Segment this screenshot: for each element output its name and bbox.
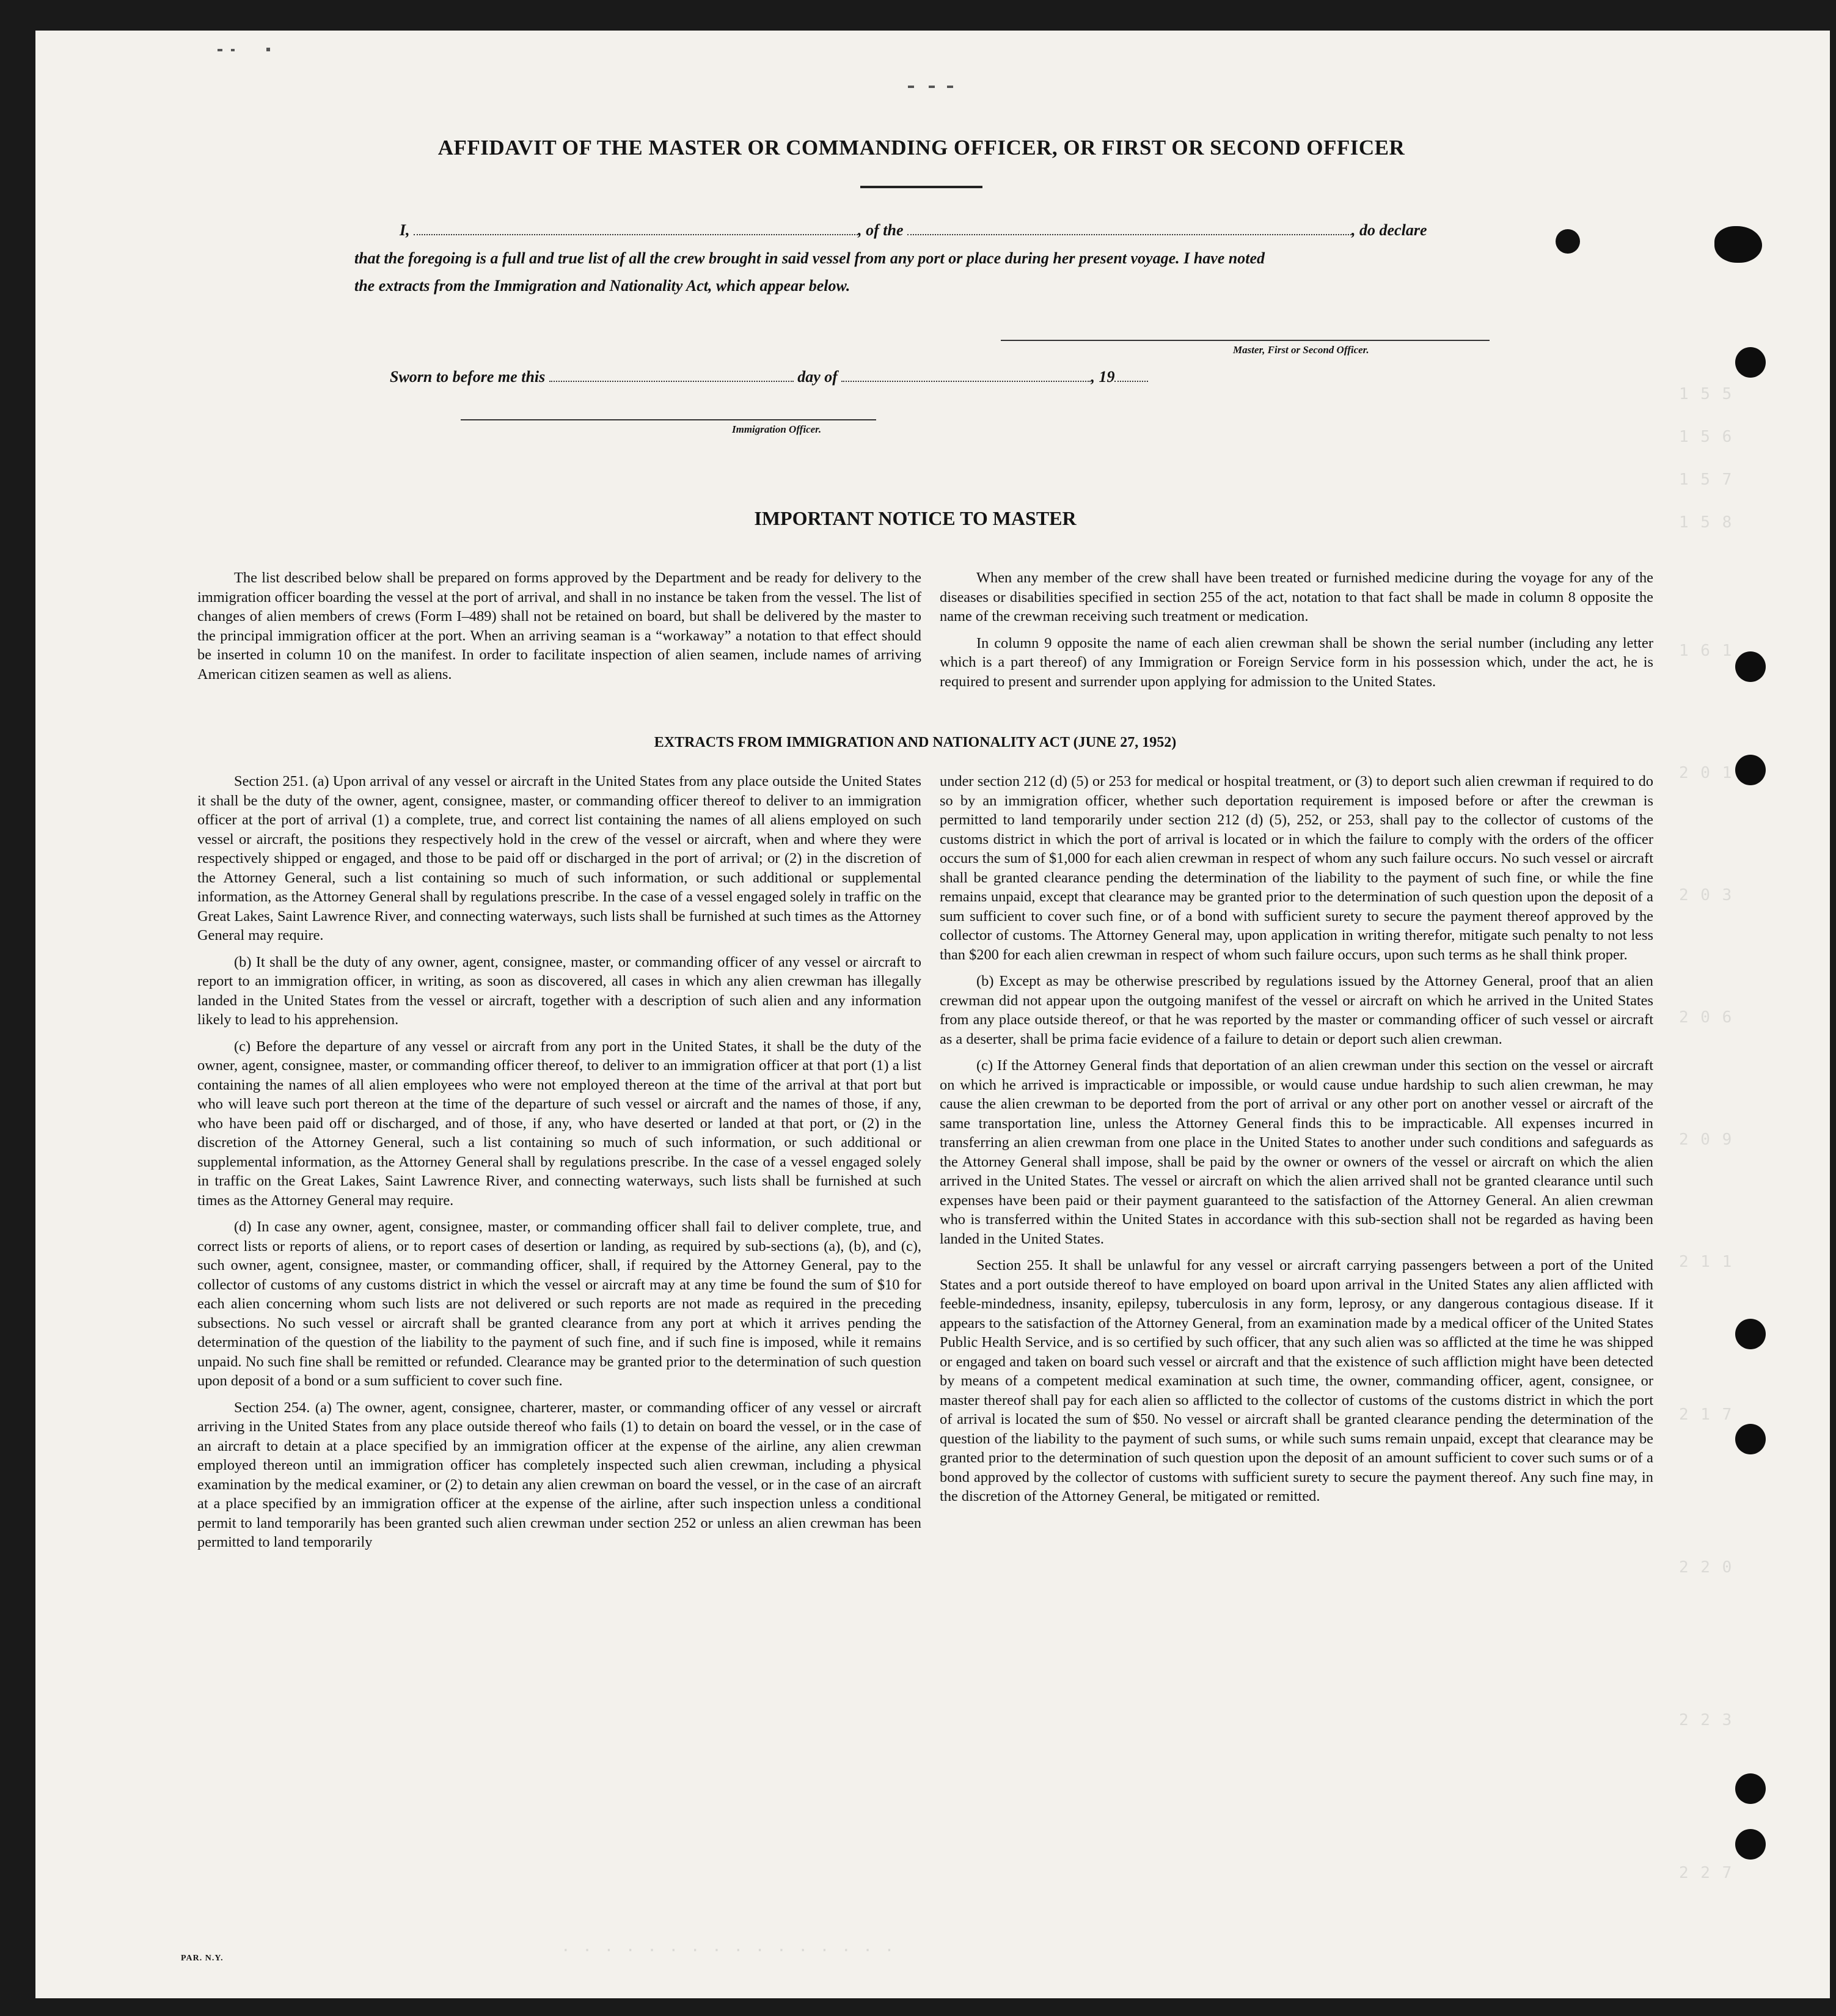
master-caption: Master, First or Second Officer. [1233, 344, 1369, 356]
punch-hole [1735, 1319, 1766, 1349]
extract-paragraph: (b) It shall be the duty of any owner, agent, consignee, master, or commanding officer of any vessel or aircraft to report to an immigration officer, in writing, as soon as discovered, all cases in which any alien crewman has illegally landed in the United States from the vessel or aircraft, together with a description of such alien and any information likely to lead to his apprehension. [197, 953, 921, 1028]
decl-do-declare: , do declare [1351, 221, 1427, 239]
notice-right-column [940, 568, 1653, 691]
title-underline [860, 186, 982, 188]
extract-paragraph: (d) In case any owner, agent, consignee, master, or commanding officer shall fail to deliver complete, true, and correct lists or reports of aliens, or to report cases of desertion or landing, as required by sub-sections (a), (b), and (c), such owner, agent, consignee, master, or commanding officer, shall, if required by the Attorney General, pay to the collector of customs of any customs district in which the vessel or aircraft may at any time be found the sum of $10 for each alien concerning whom such lists are not delivered or such reports are not made as required in the preceding subsections. No such vessel or aircraft shall be granted clearance from any port at which it arrives pending the determination of the question of the liability to the payment of such fine, and if such fine is imposed, while it remains unpaid. No such fine shall be remitted or refunded. Clearance may be granted prior to the determination of such question upon deposit of a bond or a sum sufficient to cover such fine. [197, 1219, 921, 1389]
notice-left-column [197, 568, 921, 684]
vessel-name-field[interactable] [907, 234, 1351, 235]
master-name-field[interactable] [414, 234, 858, 235]
printer-mark: PAR. N.Y. [181, 1954, 224, 1963]
bleed-through-mark: 2 0 6 [1679, 1008, 1733, 1027]
punch-hole [1735, 755, 1766, 785]
punch-hole [1735, 347, 1766, 378]
punch-hole [1735, 651, 1766, 682]
extract-paragraph: (c) If the Attorney General finds that deportation of an alien crewman under this section on the vessel or aircraft on which he arrived is impracticable or impossible, or would cause undue hardship to such alien crewman, he may cause the alien crewman to be deported from the port of arrival or any other port on another vessel or aircraft of the same transportation line, unless the Attorney General finds this to be impracticable. All expenses incurred in transferring an alien crewman from one place in the United States to another under such conditions and safeguards as the Attorney General shall impose, shall be paid by the owner or owners of the vessel or aircraft on which the alien arrived in the United States. The vessel or aircraft on which the alien arrived shall not be granted clearance until such expenses have been paid or their payment guaranteed to the satisfaction of the Attorney General. An alien crewman who is transferred within the United States in accordance with this sub-section shall not be regarded as having been landed in the United States. [940, 1057, 1653, 1247]
year-prefix: , 19 [1091, 368, 1115, 386]
extracts-right-column [940, 772, 1653, 1506]
bleed-through-mark: 2 1 1 [1679, 1253, 1733, 1271]
extract-paragraph: (b) Except as may be otherwise prescribed by regulations issued by the Attorney General, proof that an alien crewman did not appear upon the outgoing manifest of the vessel or aircraft on which he arrived in the United States from any place outside thereof, or that he was reported by the master or commanding officer of such vessel or aircraft as a deserter, shall be prima facie evidence of a failure to detain or deport such alien crewman. [940, 973, 1653, 1047]
bleed-through-mark: 2 1 7 [1679, 1406, 1733, 1424]
extracts-title: EXTRACTS FROM IMMIGRATION AND NATIONALITY ACT (JUNE 27, 1952) [654, 735, 1177, 750]
bleed-through-mark: 2 0 9 [1679, 1131, 1733, 1149]
notice-title: IMPORTANT NOTICE TO MASTER [754, 507, 1077, 529]
notice-right-paragraph: When any member of the crew shall have been treated or furnished medicine during the voyage for any of the diseases or disabilities specified in section 255 of the act, notation to that fact shall be made in column 8 opposite the name of the crewman receiving such treatment or medication. [940, 570, 1653, 625]
extract-paragraph: under section 212 (d) (5) or 253 for medical or hospital treatment, or (3) to deport such alien crewman if required to do so by an immigration officer, whether such deportation requirement is imposed before or after the crewman is permitted to land temporarily under section 212 (d) (5), 252, or 253, shall pay to the collector of customs of the customs district in which the port of arrival is located or in which the failure to comply with the orders of the officer occurs the sum of $1,000 for each alien crewman in respect of whom any such failure occurs. No such vessel or aircraft shall be granted clearance pending the determination of the liability to the payment of such fine, or while the fine remains unpaid, except that clearance may be granted prior to the determination of such question upon the deposit of a sum sufficient to cover such fine, or of a bond with sufficient surety to secure the payment thereof approved by the collector of customs. The Attorney General may, upon application in writing therefor, mitigate such penalty to not less than $200 for each alien crewman in respect of whom such failure occurs, upon such terms as he shall think proper. [940, 773, 1653, 963]
sworn-label: Sworn to before me this [390, 368, 546, 386]
bleed-through-mark: 1 5 6 [1679, 428, 1733, 446]
punch-hole [1735, 1773, 1766, 1804]
bleed-through-mark: 2 2 0 [1679, 1558, 1733, 1577]
declaration-line-2: that the foregoing is a full and true list of all the crew brought in said vessel from any port or place during her present voyage. I have noted [354, 249, 1265, 267]
notice-right-paragraph: In column 9 opposite the name of each alien crewman shall be shown the serial number (including any letter which is a part thereof) of any Immigration or Foreign Service form in his possession which, under the act, he is required to present and surrender upon applying for admission to the United States. [940, 634, 1653, 690]
sworn-month-field[interactable] [841, 381, 1091, 382]
sworn-line [390, 368, 1148, 386]
bleed-through-mark: 2 2 3 [1679, 1711, 1733, 1729]
bleed-through-mark: 2 0 1 [1679, 764, 1733, 782]
bleed-through-mark: 2 2 7 [1679, 1864, 1733, 1882]
affidavit-title: AFFIDAVIT OF THE MASTER OR COMMANDING OFFICER, OR FIRST OR SECOND OFFICER [437, 136, 1405, 159]
ink-blot [1714, 226, 1762, 263]
document-page [35, 31, 1830, 1998]
extract-paragraph: Section 255. It shall be unlawful for any vessel or aircraft carrying passengers between a port of the United States and a port outside thereof to have employed on board upon arrival in the United States any alien afflicted with feeble-mindedness, insanity, epilepsy, tuberculosis in any form, leprosy, or any dangerous contagious disease. If it appears to the satisfaction of the Attorney General, from an examination made by a medical officer of the United States Public Health Service, and is so certified by such officer, that any such alien was so afflicted at the time he was shipped or engaged and taken on board such vessel or aircraft and that the existence of such affliction might have been detected by means of a competent medical examination at such time, the owner, commanding officer, agent, consignee, or master thereof shall pay for each alien so afflicted to the collector of customs of the customs district in which the port of arrival is located the sum of $50. No vessel or aircraft shall be granted clearance pending the determination of the question of the liability to the payment of such sums, or while such sums remain unpaid, except that clearance may be granted prior to the determination of such question upon the deposit of an amount sufficient to cover such sums or of a bond approved by the collector of customs with sufficient surety to secure the payment thereof. Any such fine may, in the discretion of the Attorney General, be mitigated or remitted. [940, 1257, 1653, 1505]
decl-start: I, [400, 221, 410, 239]
sworn-year-field[interactable] [1114, 381, 1148, 382]
officer-signature-line[interactable] [461, 419, 876, 420]
extract-paragraph: (c) Before the departure of any vessel or aircraft from any port in the United States, it shall be the duty of the owner, agent, consignee, master, or commanding officer thereof, to deliver to an immigration officer at that port (1) a list containing the names of all alien employees who were not employed thereon at the time of the arrival at that port but who will leave such port thereon at the time of the departure of such vessel or aircraft and the names of those, if any, who have been paid off or discharged, and of those, if any, who have deserted or landed at that port, or (2) in the discretion of the Attorney General, such a list containing so much of such information, or such additional or supplemental information, as the Attorney General shall by regulations prescribe. In the case of a vessel engaged solely in traffic on the Great Lakes, Saint Lawrence River, and connecting waterways, such lists shall be furnished at such times as the Attorney General may require. [197, 1038, 921, 1209]
bleed-through-mark: 1 5 7 [1679, 471, 1733, 489]
bleed-through-mark: 1 5 5 [1679, 385, 1733, 403]
decl-of-the: , of the [858, 221, 904, 239]
officer-caption: Immigration Officer. [732, 423, 822, 435]
extract-paragraph: Section 254. (a) The owner, agent, consignee, charterer, master, or commanding officer of any vessel or aircraft arriving in the United States from any place outside thereof who fails (1) to detain on board the vessel, or in the case of an aircraft to detain at a place specified by an immigration officer at the expense of the airline, any alien crewman employed thereon until an immigration officer has completely inspected such alien crewman, including a physical examination by the medical examiner, or (2) to detain any alien crewman on board the vessel, or in the case of an aircraft at a place specified by an immigration officer at the expense of the airline, after such inspection unless a conditional permit to land temporarily has been granted such alien crewman under section 252 or unless an alien crewman has been permitted to land temporarily [197, 1399, 921, 1550]
declaration-line-3: the extracts from the Immigration and Nationality Act, which appear below. [354, 277, 850, 295]
master-signature-line[interactable] [1001, 340, 1490, 341]
punch-hole [1735, 1829, 1766, 1860]
bleed-through-mark: 1 5 8 [1679, 513, 1733, 532]
declaration-line-1 [400, 221, 1427, 240]
ink-blot [1556, 229, 1580, 254]
notice-left-paragraph: The list described below shall be prepared on forms approved by the Department and be ready for delivery to the immigration officer boarding the vessel at the port of arrival, and shall in no instance be taken from the vessel. The list of changes of alien members of crews (Form I–489) shall not be retained on board, but shall be delivered by the master to the principal immigration officer at the port. When an arriving seaman is a “workaway” a notation to that effect should be inserted in column 10 on the manifest. In order to facilitate inspection of alien seamen, include names of arriving American citizen seamen as well as aliens. [197, 570, 921, 683]
punch-hole [1735, 1424, 1766, 1454]
extract-paragraph: Section 251. (a) Upon arrival of any vessel or aircraft in the United States from any place outside the United States it shall be the duty of the owner, agent, consignee, master, or commanding officer thereof to deliver to an immigration officer at the port of arrival (1) a complete, true, and correct list containing the names of all aliens employed on such vessel or aircraft, the positions they respectively hold in the crew of the vessel or aircraft, when and where they were respectively shipped or engaged, and those to be paid off or discharged in the port of arrival; or (2) in the discretion of the Attorney General, such a list containing so much of such information, or such additional or supplemental information, as the Attorney General shall by regulations prescribe. In the case of a vessel engaged solely in traffic on the Great Lakes, Saint Lawrence River, and connecting waterways, such lists shall be furnished at such times as the Attorney General may require. [197, 773, 921, 944]
extracts-left-column [197, 772, 921, 1552]
sworn-date-field[interactable] [549, 381, 794, 382]
bleed-through-mark: 1 6 1 [1679, 642, 1733, 660]
bleed-through-mark: . . . . . . . . . . . . . . . . [561, 1937, 896, 1956]
bleed-through-mark: 2 0 3 [1679, 886, 1733, 904]
day-of-label: day of [797, 368, 838, 386]
